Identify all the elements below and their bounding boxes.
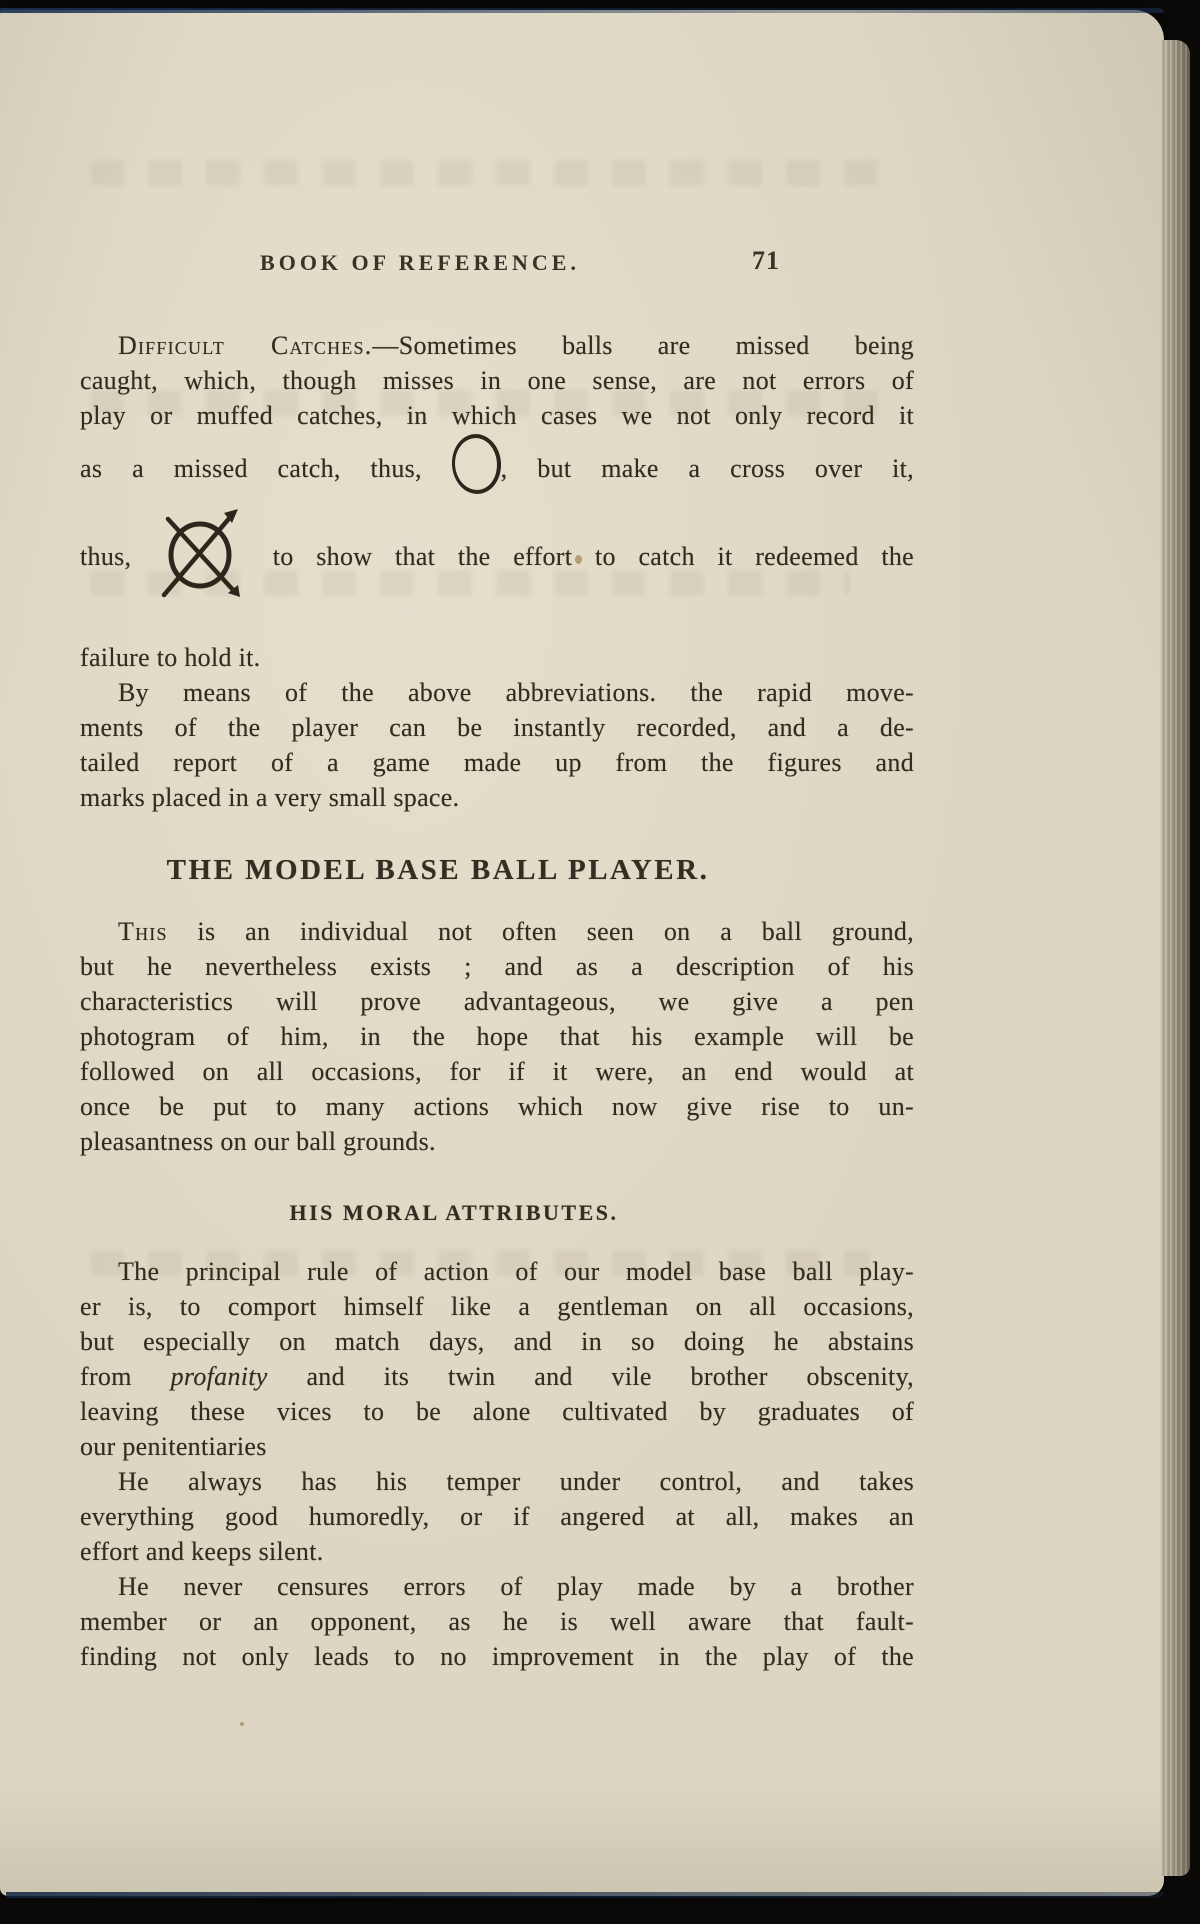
text-line: once be put to many actions which now give rise to un- [80, 1092, 914, 1121]
text-segment: is an individual not often seen on a ball ground, [167, 917, 914, 946]
text-line: tailed report of a game made up from the figures and [80, 748, 914, 777]
text-segment: thus, [80, 542, 132, 571]
redeemed-catch-crossed-circle-symbol [154, 505, 250, 640]
text-line: finding not only leads to no improvement in the play of the [80, 1642, 914, 1671]
text-line: but he nevertheless exists ; and as a description of his [80, 952, 914, 981]
text-line: everything good humoredly, or if angered at all, makes an [80, 1502, 914, 1531]
section-heading: THE MODEL BASE BALL PLAYER. [166, 854, 710, 886]
paragraph-principal-rule [80, 1254, 914, 1359]
paper-stain [240, 1722, 244, 1726]
text-line: play or muffed catches, in which cases we not only record it [80, 401, 914, 430]
text-line: member or an opponent, as he is well aware that fault- [80, 1607, 914, 1636]
paragraph-temper [80, 1464, 914, 1569]
text-segment: to show that the effort to catch it redeemed the [272, 542, 914, 571]
paragraph-abbreviations [80, 675, 914, 815]
text-column [80, 328, 914, 1674]
book-page [0, 10, 1164, 1896]
paragraph-difficult-catches [80, 328, 914, 675]
text-line-with-circle-symbol [80, 433, 914, 505]
text-line: our penitentiaries [80, 1432, 267, 1461]
text-line-with-italic [80, 1359, 914, 1394]
show-through-smudge [90, 160, 900, 186]
text-line: pleasantness on our ball grounds. [80, 1127, 436, 1156]
text-line: photogram of him, in the hope that his example will be [80, 1022, 914, 1051]
text-line [80, 914, 914, 949]
text-line: followed on all occasions, for if it were, an end would at [80, 1057, 914, 1086]
page-fore-edge-stack [1160, 40, 1190, 1876]
text-line: ments of the player can be instantly recorded, and a de- [80, 713, 914, 742]
paragraph-lead-smallcaps: This [118, 917, 168, 946]
text-line: er is, to comport himself like a gentleman on all occasions, [80, 1292, 914, 1321]
text-line: caught, which, though misses in one sense, are not errors of [80, 366, 914, 395]
text-line: The principal rule of action of our model base ball play- [118, 1257, 914, 1286]
text-line: failure to hold it. [80, 643, 261, 672]
text-segment: as a missed catch, thus, [80, 454, 422, 483]
text-line: marks placed in a very small space. [80, 783, 460, 812]
text-segment: —Sometimes balls are missed being [372, 331, 914, 360]
text-segment: , but make a cross over it, [500, 454, 914, 483]
paragraph-lead-smallcaps: Difficult Catches. [118, 331, 373, 360]
text-line: By means of the above abbreviations. the rapid move- [118, 678, 914, 707]
text-segment: from [80, 1362, 171, 1391]
page-number: 71 [752, 246, 780, 275]
text-line: He always has his temper under control, and takes [118, 1467, 914, 1496]
paragraph-principal-rule-end [80, 1394, 914, 1464]
text-line [80, 328, 914, 363]
italic-word: profanity [170, 1362, 268, 1391]
paragraph-model-player-intro [80, 914, 914, 949]
sub-heading: HIS MORAL ATTRIBUTES. [289, 1200, 619, 1225]
missed-catch-circle-symbol [450, 432, 503, 495]
text-line: but especially on match days, and in so doing he abstains [80, 1327, 914, 1356]
text-line: effort and keeps silent. [80, 1537, 324, 1566]
text-line: characteristics will prove advantageous, we give a pen [80, 987, 914, 1016]
text-segment: and its twin and vile brother obscenity, [267, 1362, 914, 1391]
text-line-with-crossed-circle-symbol [80, 505, 914, 640]
running-head-title: BOOK OF REFERENCE. [260, 250, 580, 275]
text-line: leaving these vices to be alone cultivated by graduates of [80, 1397, 914, 1426]
text-line: He never censures errors of play made by a brother [118, 1572, 914, 1601]
paragraph-never-censures [80, 1569, 914, 1674]
paragraph-model-player-body [80, 949, 914, 1159]
